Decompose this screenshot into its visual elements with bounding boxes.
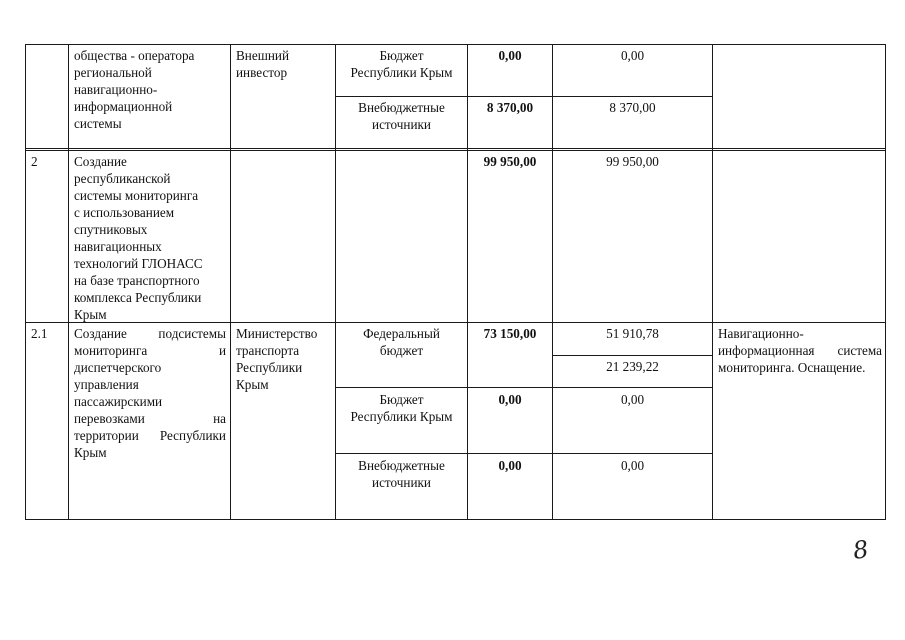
cell-divider <box>552 355 712 356</box>
row-number: 2.1 <box>31 326 48 341</box>
executor-cell: Внешний инвестор <box>236 48 290 80</box>
source-total: 8 370,00 <box>486 100 534 115</box>
source-total: 0,00 <box>498 458 522 473</box>
executor-cell: Министерство транспорта Республики Крым <box>236 326 318 392</box>
table-top-border <box>25 44 886 45</box>
source-value: 51 910,78 <box>606 326 659 341</box>
result-cell: Навигационно-информационная система мониторинга. Оснащение. <box>718 326 882 375</box>
source-value: 0,00 <box>620 458 645 473</box>
column-border <box>25 44 26 520</box>
measure-name-cell: общества - оператора региональной навигационно- информационной системы <box>74 48 195 131</box>
row-number: 2 <box>31 154 38 169</box>
source-label: Федеральный бюджет <box>363 326 440 358</box>
source-label: Внебюджетные источники <box>358 458 445 490</box>
row-divider <box>25 150 886 151</box>
column-border <box>712 44 713 520</box>
column-border <box>885 44 886 520</box>
row-divider <box>25 148 886 149</box>
measure-name-cell: Создание подсистемы мониторинга и диспетчерского управления пассажирскими перевозками на территории Республики Крым <box>74 326 226 460</box>
source-value: 21 239,22 <box>606 359 659 374</box>
source-label: Бюджет Республики Крым <box>350 392 453 424</box>
column-border <box>68 44 69 520</box>
row-divider <box>335 387 712 388</box>
measure-name-cell: Создание республиканской системы мониторинга с использованием спутниковых навигационных технологий ГЛОНАСС на базе транспортного комплекса Республики Крым <box>74 154 203 322</box>
source-value: 8 370,00 <box>609 100 656 115</box>
source-total: 73 150,00 <box>483 326 537 341</box>
source-total: 0,00 <box>498 392 522 407</box>
source-label: Бюджет Республики Крым <box>350 48 453 80</box>
row-divider <box>335 96 712 97</box>
row-divider <box>335 453 712 454</box>
column-border <box>230 44 231 520</box>
source-total: 0,00 <box>498 48 522 63</box>
source-label: Внебюджетные источники <box>358 100 445 132</box>
source-value: 0,00 <box>620 392 645 407</box>
source-value: 0,00 <box>620 48 645 63</box>
row-total: 99 950,00 <box>483 154 537 169</box>
row-value: 99 950,00 <box>606 154 659 169</box>
table-bottom-border <box>25 519 886 520</box>
page-number: 8 <box>851 535 871 565</box>
